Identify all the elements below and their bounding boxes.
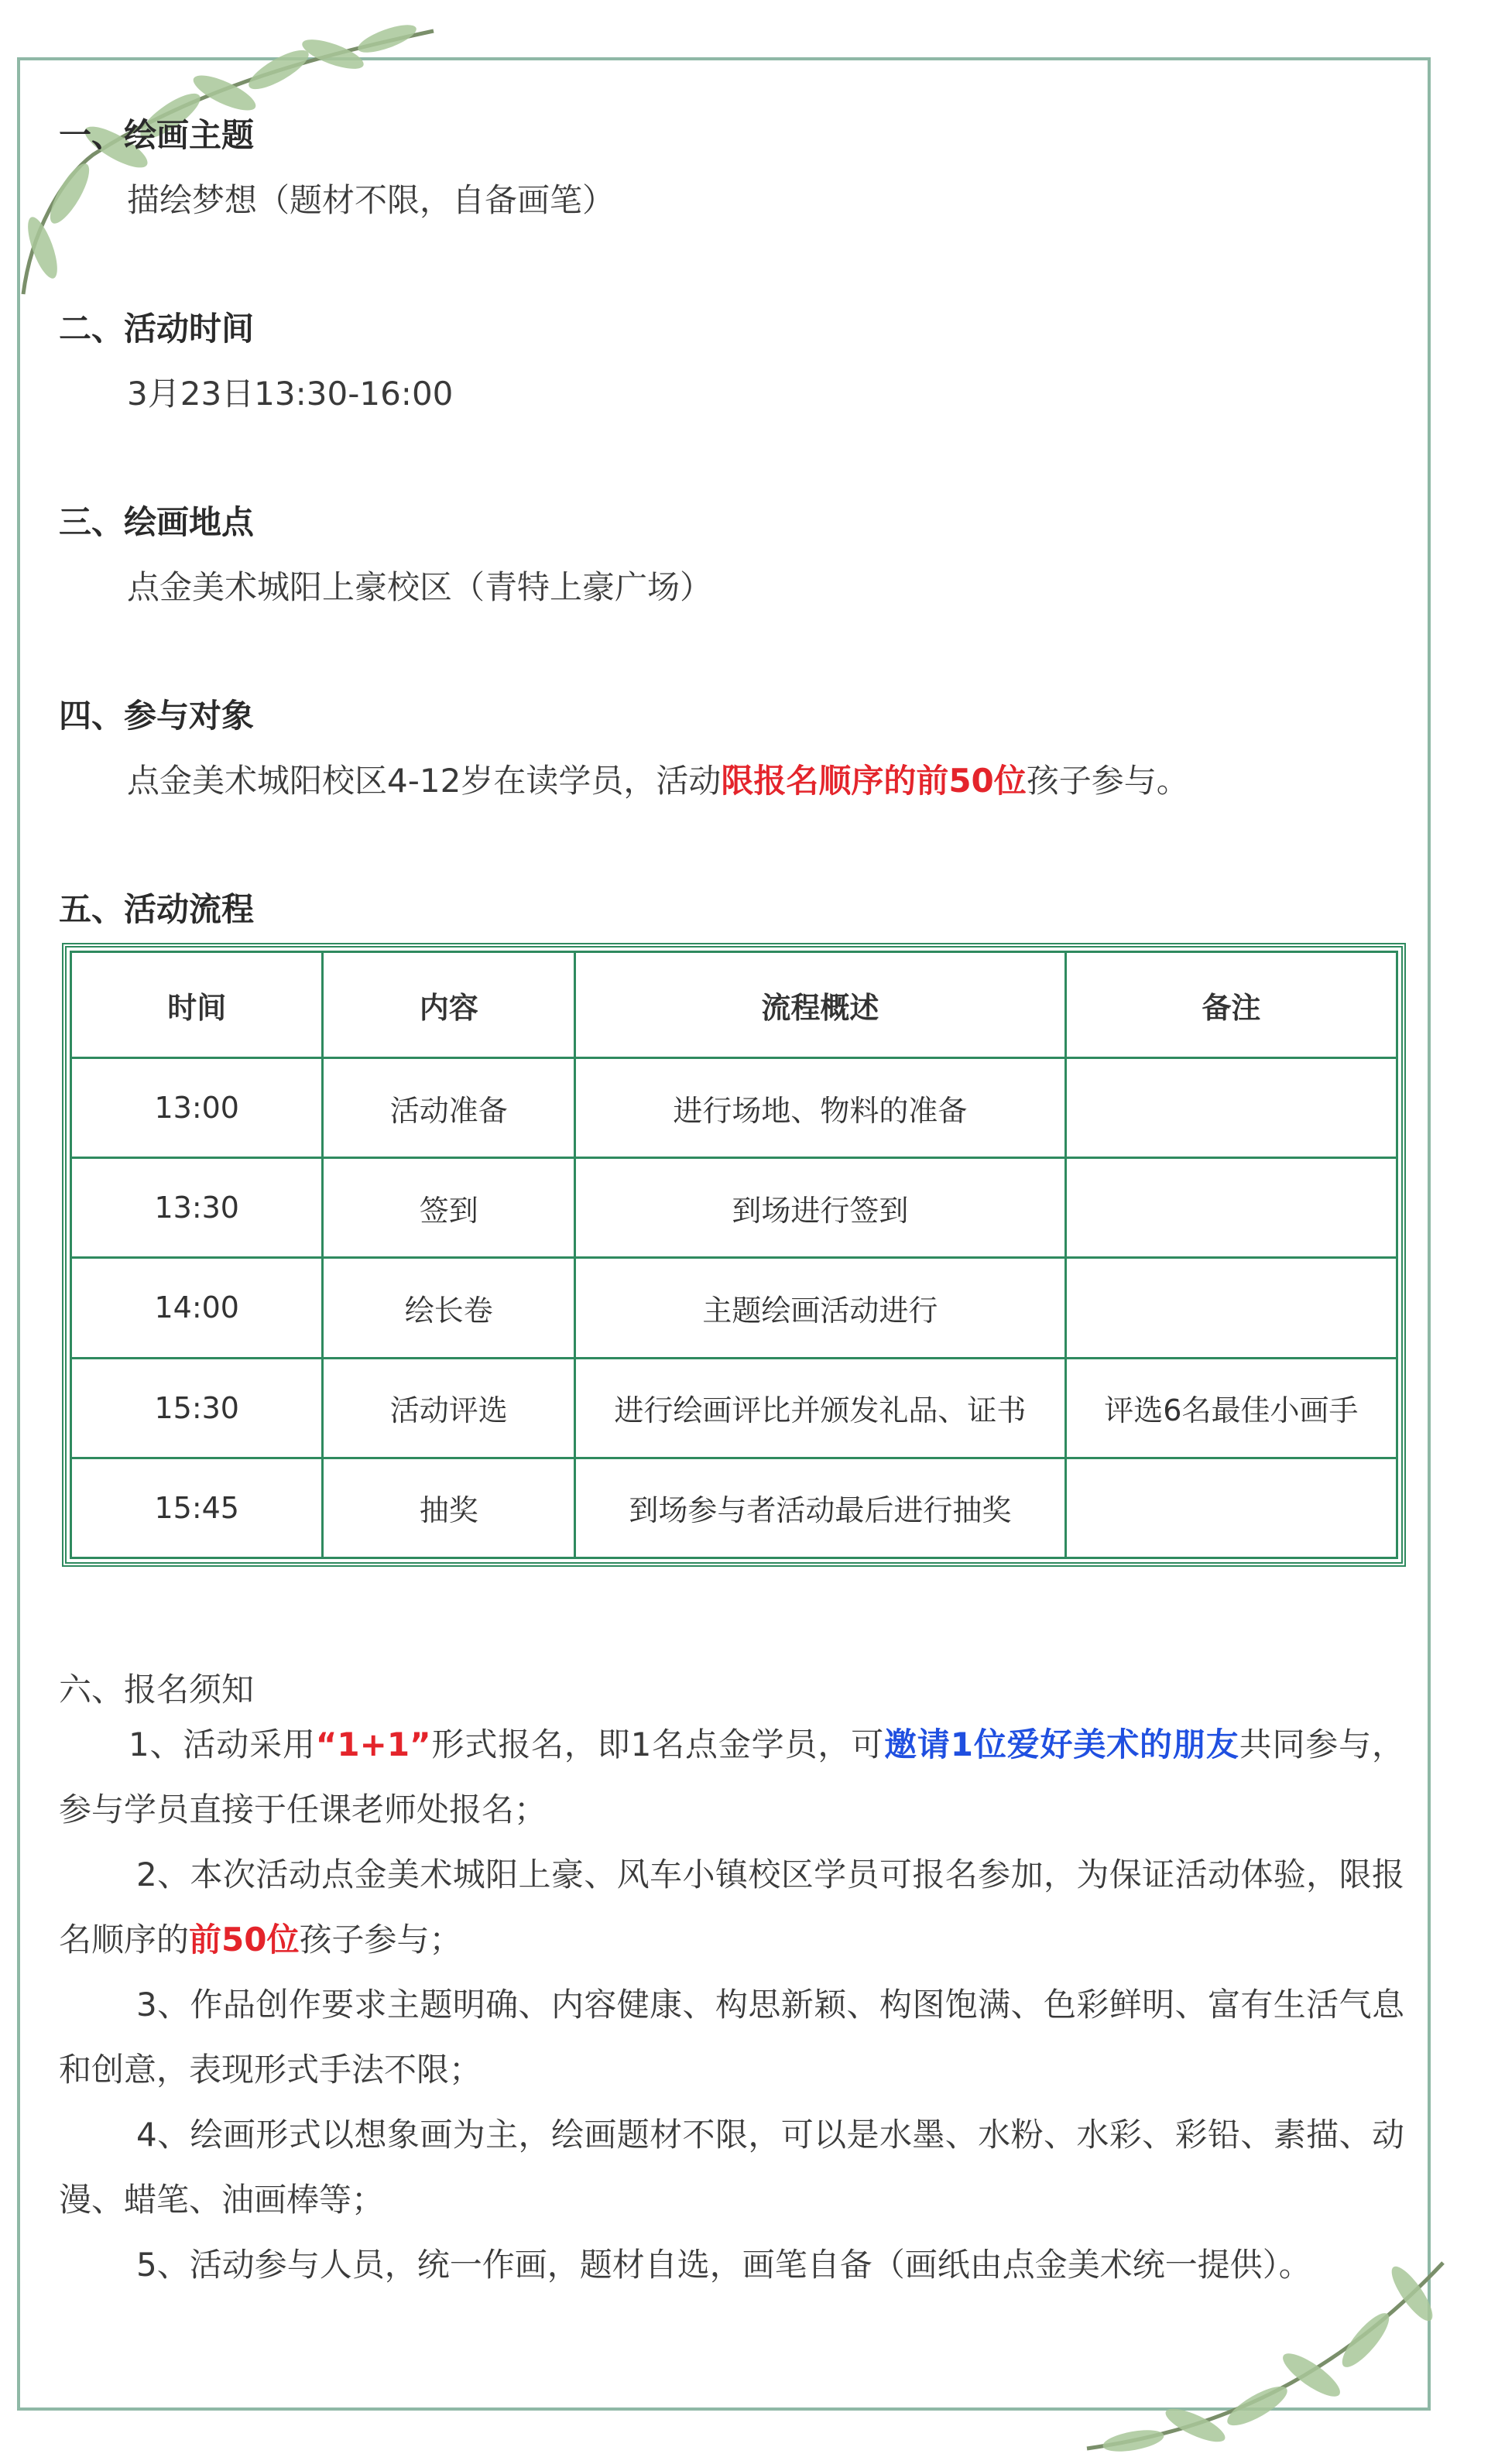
- table-cell: 抽奖: [323, 1458, 574, 1558]
- table-cell: 15:45: [71, 1458, 323, 1558]
- table-cell: [1065, 1158, 1397, 1258]
- section-content-theme: 描绘梦想（题材不限，自备画笔）: [127, 181, 615, 219]
- notice-p1-text-3: 共同参与，参与学员直接于任课老师处报名；: [59, 1725, 1404, 1828]
- table-cell: 评选6名最佳小画手: [1065, 1358, 1397, 1458]
- participants-highlight: 限报名顺序的前50位: [721, 762, 1027, 800]
- notice-paragraph-3: 3、作品创作要求主题明确、内容健康、构思新颖、构图饱满、色彩鲜明、富有生活气息和创意，表现形式手法不限；: [59, 1986, 1404, 2089]
- table-header-overview: 流程概述: [574, 952, 1065, 1058]
- notice-p1-red: “1+1”: [315, 1725, 431, 1763]
- table-cell: 15:30: [71, 1358, 323, 1458]
- table-row: [71, 1458, 1397, 1558]
- table-cell: 13:30: [71, 1158, 323, 1258]
- section-heading-location: 三、绘画地点: [59, 503, 255, 541]
- table-cell: 13:00: [71, 1058, 323, 1158]
- table-header-time: 时间: [71, 952, 323, 1058]
- table-cell: 绘长卷: [323, 1258, 574, 1358]
- section-heading-process: 五、活动流程: [59, 890, 255, 928]
- section-heading-participants: 四、参与对象: [59, 697, 255, 735]
- notice-p1-blue: 邀请1位爱好美术的朋友: [884, 1725, 1239, 1763]
- participants-text: 点金美术城阳校区4-12岁在读学员，活动: [127, 762, 722, 800]
- table-header-remark: 备注: [1065, 952, 1397, 1058]
- notice-p2-red: 前50位: [189, 1921, 300, 1959]
- section-content-participants: [127, 756, 1189, 802]
- table-cell: 进行场地、物料的准备: [574, 1058, 1065, 1158]
- section-heading-time: 二、活动时间: [59, 310, 255, 348]
- table-cell: 14:00: [71, 1258, 323, 1358]
- notice-p1-text-2: 形式报名，即1名点金学员，可: [430, 1725, 885, 1763]
- table-cell: [1065, 1058, 1397, 1158]
- table-row: [71, 1058, 1397, 1158]
- notice-paragraph-1: [59, 1712, 1404, 1842]
- notice-p1-text: 1、活动采用: [129, 1725, 316, 1763]
- notice-paragraph-2: [59, 1842, 1404, 1972]
- section-content-time: 3月23日13:30-16:00: [127, 375, 454, 413]
- leaf-decoration-icon: [0, 0, 480, 325]
- table-cell: [1065, 1458, 1397, 1558]
- notice-paragraph-5: 5、活动参与人员，统一作画，题材自选，画笔自备（画纸由点金美术统一提供）。: [136, 2246, 1311, 2284]
- table-cell: 主题绘画活动进行: [574, 1258, 1065, 1358]
- table-cell: [1065, 1258, 1397, 1358]
- table-cell: 活动准备: [323, 1058, 574, 1158]
- table-header-row: [71, 952, 1397, 1058]
- section-heading-theme: 一、绘画主题: [59, 116, 255, 154]
- notice-p2-text-2: 孩子参与；: [299, 1921, 462, 1959]
- participants-text-end: 孩子参与。: [1026, 762, 1189, 800]
- table-cell: 活动评选: [323, 1358, 574, 1458]
- table-cell: 到场参与者活动最后进行抽奖: [574, 1458, 1065, 1558]
- table-header-content: 内容: [323, 952, 574, 1058]
- notice-heading: 六、报名须知: [59, 1671, 255, 1708]
- notice-paragraph-4: 4、绘画形式以想象画为主，绘画题材不限，可以是水墨、水粉、水彩、彩铅、素描、动漫、蜡笔、油画棒等；: [59, 2116, 1404, 2219]
- section-content-location: 点金美术城阳上豪校区（青特上豪广场）: [127, 568, 713, 606]
- table-row: [71, 1258, 1397, 1358]
- table-row: [71, 1358, 1397, 1458]
- notice-p2-text: 2、本次活动点金美术城阳上豪、风车小镇校区学员可报名参加，为保证活动体验，限报名顺序的: [59, 1856, 1404, 1959]
- schedule-table: [62, 943, 1406, 1567]
- table-cell: 签到: [323, 1158, 574, 1258]
- table-row: [71, 1158, 1397, 1258]
- table-cell: 进行绘画评比并颁发礼品、证书: [574, 1358, 1065, 1458]
- table-cell: 到场进行签到: [574, 1158, 1065, 1258]
